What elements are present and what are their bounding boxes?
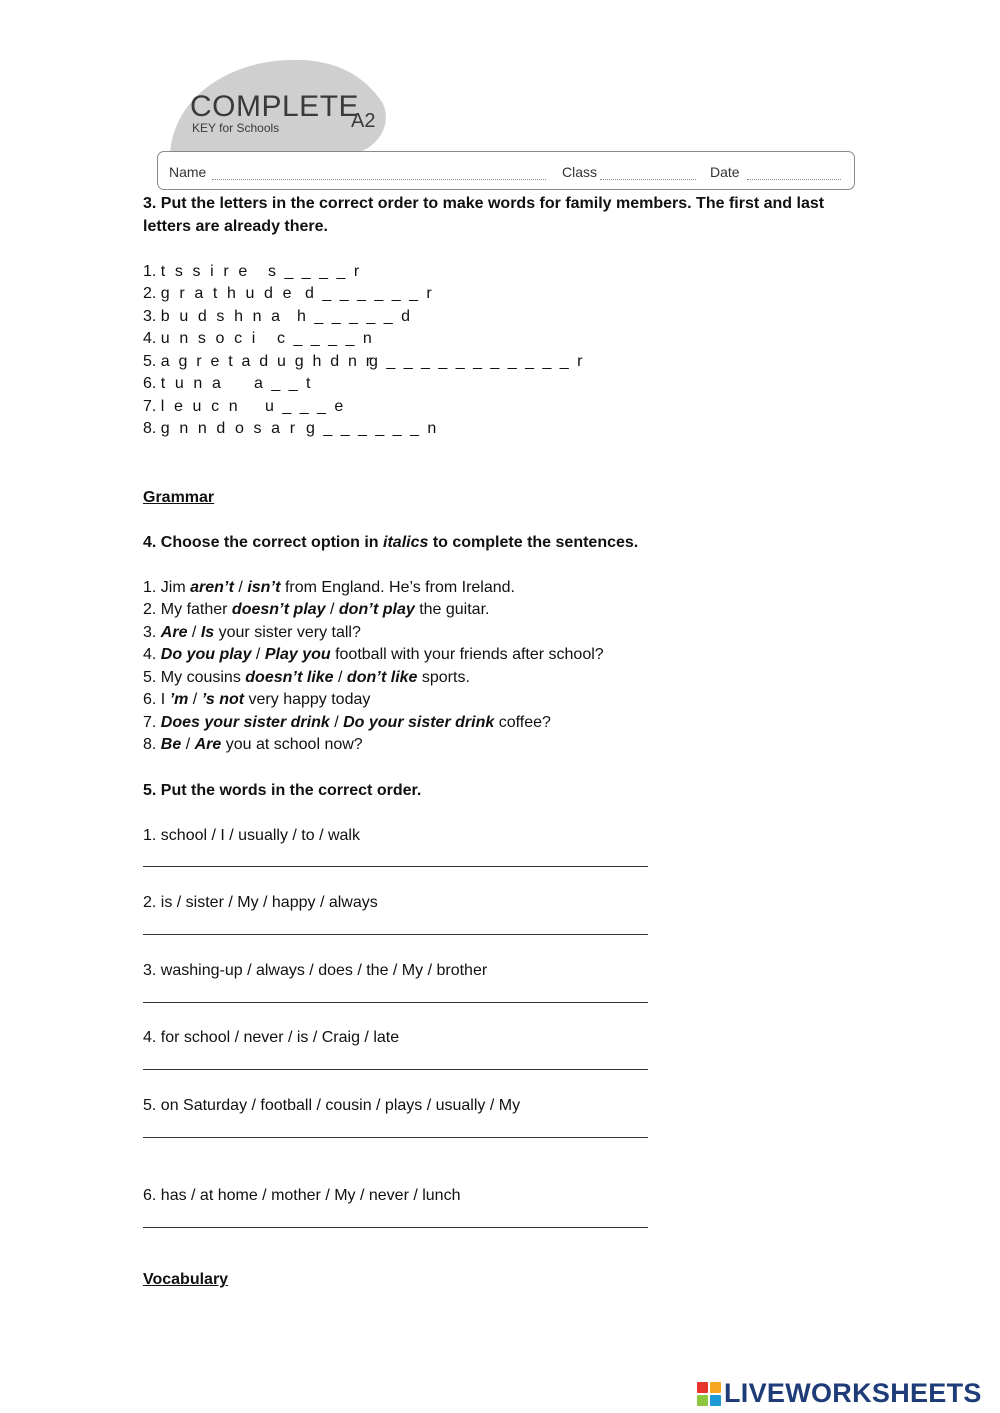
answer-gap[interactable]: d _ _ _ _ _ _ r xyxy=(305,285,434,302)
logo-square-2 xyxy=(710,1382,721,1393)
option-separator: / xyxy=(333,669,347,686)
answer-gap[interactable]: s _ _ _ _ r xyxy=(268,263,362,280)
ex4-instruction xyxy=(143,532,638,554)
scrambled-letters: a g r e t a d u g h d n r xyxy=(160,353,374,370)
option-two[interactable]: don’t play xyxy=(338,601,415,618)
liveworksheets-logo xyxy=(697,1378,982,1409)
ex4-instruction-italic: italics xyxy=(383,534,429,551)
list-item: 3. washing-up / always / does / the / My / brother xyxy=(143,962,488,979)
sentence-text: football with your friends after school? xyxy=(330,646,604,663)
sentence-text: 4. xyxy=(143,646,161,663)
item-number: 8. xyxy=(143,420,157,437)
option-separator: / xyxy=(181,736,195,753)
list-item xyxy=(143,328,258,350)
logo-level: A2 xyxy=(351,110,376,132)
list-item xyxy=(143,622,361,644)
option-one[interactable]: doesn’t like xyxy=(245,669,334,686)
item-number: 6. xyxy=(143,375,157,392)
ex4-instruction-part: 4. Choose the correct option in xyxy=(143,534,384,551)
answer-gap[interactable]: c _ _ _ _ n xyxy=(277,330,374,347)
grammar-heading: Grammar xyxy=(143,489,215,506)
option-separator: / xyxy=(188,691,202,708)
option-one[interactable]: Are xyxy=(160,624,188,641)
list-item xyxy=(143,689,370,711)
list-item: 1. school / I / usually / to / walk xyxy=(143,827,360,844)
list-item xyxy=(143,283,294,305)
option-one[interactable]: Be xyxy=(160,736,182,753)
list-item xyxy=(143,577,515,599)
ex3-instruction-line2: letters are already there. xyxy=(143,218,328,235)
logo-square-1 xyxy=(697,1382,708,1393)
sentence-text: coffee? xyxy=(494,714,551,731)
scrambled-letters: g n n d o s a r xyxy=(160,420,298,437)
date-field[interactable] xyxy=(747,179,841,180)
sentence-text: you at school now? xyxy=(221,736,363,753)
item-number: 1. xyxy=(143,263,157,280)
scrambled-letters: g r a t h u d e xyxy=(160,285,295,302)
sentence-text: 6. I xyxy=(143,691,170,708)
answer-gap[interactable]: h _ _ _ _ _ d xyxy=(297,308,412,325)
sentence-text: 3. xyxy=(143,624,161,641)
option-one[interactable]: doesn’t play xyxy=(231,601,326,618)
option-separator: / xyxy=(233,579,248,596)
option-one[interactable]: Do you play xyxy=(160,646,252,663)
answer-gap[interactable]: g _ _ _ _ _ _ n xyxy=(306,420,439,437)
option-two[interactable]: don’t like xyxy=(346,669,418,686)
answer-line[interactable] xyxy=(143,1069,648,1070)
list-item: 4. for school / never / is / Craig / late xyxy=(143,1029,400,1046)
option-two[interactable]: isn’t xyxy=(247,579,281,596)
logo-title: COMPLETE xyxy=(190,90,360,123)
option-separator: / xyxy=(187,624,201,641)
list-item xyxy=(143,667,470,689)
scrambled-letters: l e u c n xyxy=(160,398,241,415)
list-item xyxy=(143,644,604,666)
list-item: 6. has / at home / mother / My / never / lunch xyxy=(143,1187,461,1204)
scrambled-letters: t u n a xyxy=(160,375,224,392)
option-one[interactable]: Does your sister drink xyxy=(160,714,330,731)
sentence-text: very happy today xyxy=(244,691,371,708)
class-field[interactable] xyxy=(600,179,696,180)
ex3-instruction-line1: 3. Put the letters in the correct order to make words for family members. The first and last xyxy=(143,195,825,212)
sentence-text: 1. Jim xyxy=(143,579,191,596)
list-item xyxy=(143,599,489,621)
ex4-instruction-part: to complete the sentences. xyxy=(428,534,639,551)
scrambled-letters: b u d s h n a xyxy=(160,308,283,325)
sentence-text: from England. He’s from Ireland. xyxy=(280,579,515,596)
item-number: 4. xyxy=(143,330,157,347)
list-item: 5. on Saturday / football / cousin / plays / usually / My xyxy=(143,1097,521,1114)
option-two[interactable]: Do your sister drink xyxy=(343,714,495,731)
sentence-text: your sister very tall? xyxy=(214,624,361,641)
option-separator: / xyxy=(251,646,265,663)
answer-gap[interactable]: u _ _ _ e xyxy=(265,398,346,415)
date-label: Date xyxy=(710,164,740,180)
option-two[interactable]: Is xyxy=(200,624,215,641)
list-item xyxy=(143,351,373,373)
logo-square-3 xyxy=(697,1395,708,1406)
list-item xyxy=(143,373,223,395)
item-number: 2. xyxy=(143,285,157,302)
class-label: Class xyxy=(562,164,598,180)
answer-line[interactable] xyxy=(143,1002,648,1003)
option-separator: / xyxy=(325,601,339,618)
ex5-instruction: 5. Put the words in the correct order. xyxy=(143,782,422,799)
name-field[interactable] xyxy=(212,179,546,180)
answer-gap[interactable]: g _ _ _ _ _ _ _ _ _ _ _ r xyxy=(369,353,585,370)
item-number: 3. xyxy=(143,308,157,325)
option-two[interactable]: Play you xyxy=(264,646,331,663)
logo-square-4 xyxy=(710,1395,721,1406)
student-info-bar xyxy=(157,151,855,190)
name-label: Name xyxy=(169,164,207,180)
answer-line[interactable] xyxy=(143,866,648,867)
answer-line[interactable] xyxy=(143,934,648,935)
answer-gap[interactable]: a _ _ t xyxy=(254,375,313,392)
option-one[interactable]: aren’t xyxy=(190,579,234,596)
sentence-text: 5. My cousins xyxy=(143,669,246,686)
list-item xyxy=(143,712,551,734)
option-two[interactable]: Are xyxy=(194,736,222,753)
sentence-text: 8. xyxy=(143,736,161,753)
list-item xyxy=(143,261,250,283)
list-item xyxy=(143,734,363,756)
sentence-text: sports. xyxy=(417,669,470,686)
option-two[interactable]: ’s not xyxy=(201,691,245,708)
sentence-text: 2. My father xyxy=(143,601,232,618)
sentence-text: the guitar. xyxy=(414,601,490,618)
scrambled-letters: t s s i r e xyxy=(160,263,250,280)
list-item xyxy=(143,396,240,418)
option-one[interactable]: ’m xyxy=(169,691,189,708)
answer-line[interactable] xyxy=(143,1227,648,1228)
list-item: 2. is / sister / My / happy / always xyxy=(143,894,378,911)
logo-subtitle: KEY for Schools xyxy=(192,121,280,135)
item-number: 5. xyxy=(143,353,157,370)
vocabulary-heading: Vocabulary xyxy=(143,1271,229,1288)
scrambled-letters: u n s o c i xyxy=(160,330,258,347)
liveworksheets-brand-text: LIVEWORKSHEETS xyxy=(724,1378,982,1408)
item-number: 7. xyxy=(143,398,157,415)
option-separator: / xyxy=(329,714,344,731)
liveworksheets-logo-icon xyxy=(697,1382,721,1406)
answer-line[interactable] xyxy=(143,1137,648,1138)
list-item xyxy=(143,306,283,328)
list-item xyxy=(143,418,298,440)
sentence-text: 7. xyxy=(143,714,161,731)
